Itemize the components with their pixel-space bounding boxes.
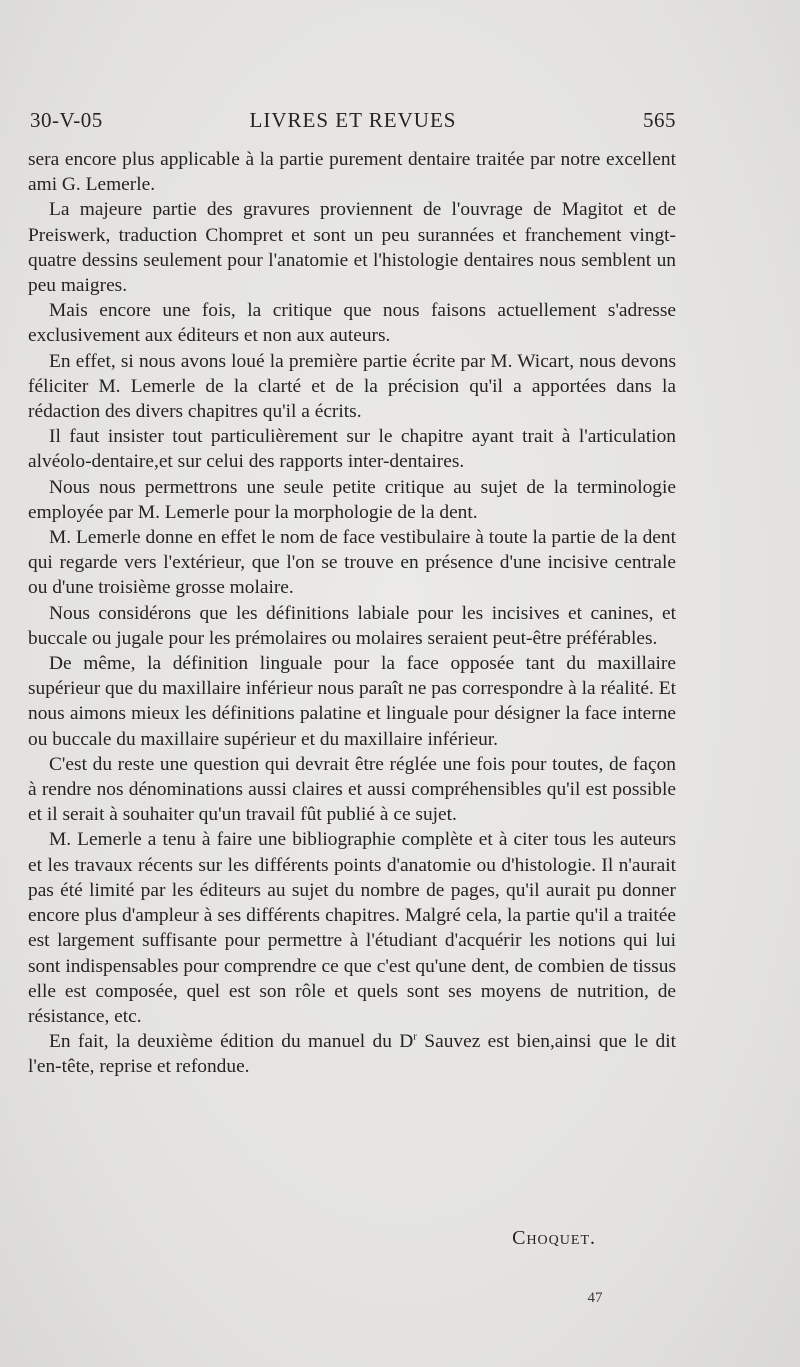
paragraph: De même, la définition linguale pour la face opposée tant du maxillaire supérieur que du maxillaire inférieur nous paraît ne pas correspondre à la réalité. Et nous aimons mieux les définitions palatine et linguale pour désigner la face interne ou buccale du maxillaire supérieur et du maxillaire inférieur. <box>28 653 676 750</box>
issue-date: 30-V-05 <box>30 108 103 132</box>
running-head <box>30 108 676 138</box>
paragraph: Nous nous permettrons une seule petite critique au sujet de la terminologie employée par M. Lemerle pour la morphologie de la dent. <box>28 476 676 523</box>
paragraph: M. Lemerle donne en effet le nom de face vestibulaire à toute la partie de la dent qui regarde vers l'extérieur, que l'on se trouve en présence d'une incisive centrale ou d'une troisième grosse molaire. <box>28 527 676 599</box>
paragraph-final <box>28 1029 676 1079</box>
paragraph: C'est du reste une question qui devrait être réglée une fois pour toutes, de façon à rendre nos dénominations aussi claires et aussi compréhensibles qu'il est possible et il serait à souhaiter qu'un travail fût publié à ce sujet. <box>28 753 676 826</box>
paragraph-continued: sera encore plus applicable à la partie purement dentaire traitée par notre excellent ami G. Lemerle. <box>28 149 676 196</box>
paragraph: Mais encore une fois, la critique que nous faisons actuellement s'adresse exclusivement aux éditeurs et non aux auteurs. <box>28 300 676 347</box>
paragraph: La majeure partie des gravures proviennent de l'ouvrage de Magitot et de Preiswerk, traduction Chompret et sont un peu surannées et franchement vingt-quatre dessins seulement pour l'anatomie et l'histologie dentaires nous semblent un peu maigres. <box>28 199 676 297</box>
final-text-before: En fait, la deuxième édition du manuel du D <box>49 1031 414 1053</box>
page-number: 565 <box>643 108 676 132</box>
paragraph: Nous considérons que les définitions labiale pour les incisives et canines, et buccale ou jugale pour les prémolaires ou molaires seraient peut-être préférables. <box>28 602 676 649</box>
article-body <box>28 147 676 1080</box>
paragraph: M. Lemerle a tenu à faire une bibliographie complète et à citer tous les auteurs et les travaux récents sur les différents points d'anatomie ou d'histologie. Il n'aurait pas été limité par les éditeurs au sujet du nombre de pages, qu'il aurait pu donner encore plus d'ampleur à ses différents chapitres. Malgré cela, la partie qu'il a traitée est largement suffisante pour permettre à l'étudiant d'acquérir les notions qui lui sont indispensables pour comprendre ce que c'est qu'une dent, de combien de tissus elle est composée, quel est son rôle et quels sont ses moyens de nutrition, de résistance, etc. <box>28 829 676 1027</box>
final-text-after: Sauvez est bien,ainsi que le dit l'en-tête, reprise et refondue. <box>28 1031 677 1078</box>
author-signature: Choquet. <box>512 1227 596 1249</box>
section-title: LIVRES ET REVUES <box>249 108 457 132</box>
doctor-abbrev-superscript: r <box>413 1030 417 1043</box>
signature-mark: 47 <box>587 1290 603 1306</box>
paragraph: En effet, si nous avons loué la première partie écrite par M. Wicart, nous devons féliciter M. Lemerle de la clarté et de la précision qu'il a apportées dans la rédaction des divers chapitres qu'il a écrits. <box>28 350 676 423</box>
paragraph: Il faut insister tout particulièrement sur le chapitre ayant trait à l'articulation alvéolo-dentaire,et sur celui des rapports inter-dentaires. <box>28 426 676 473</box>
